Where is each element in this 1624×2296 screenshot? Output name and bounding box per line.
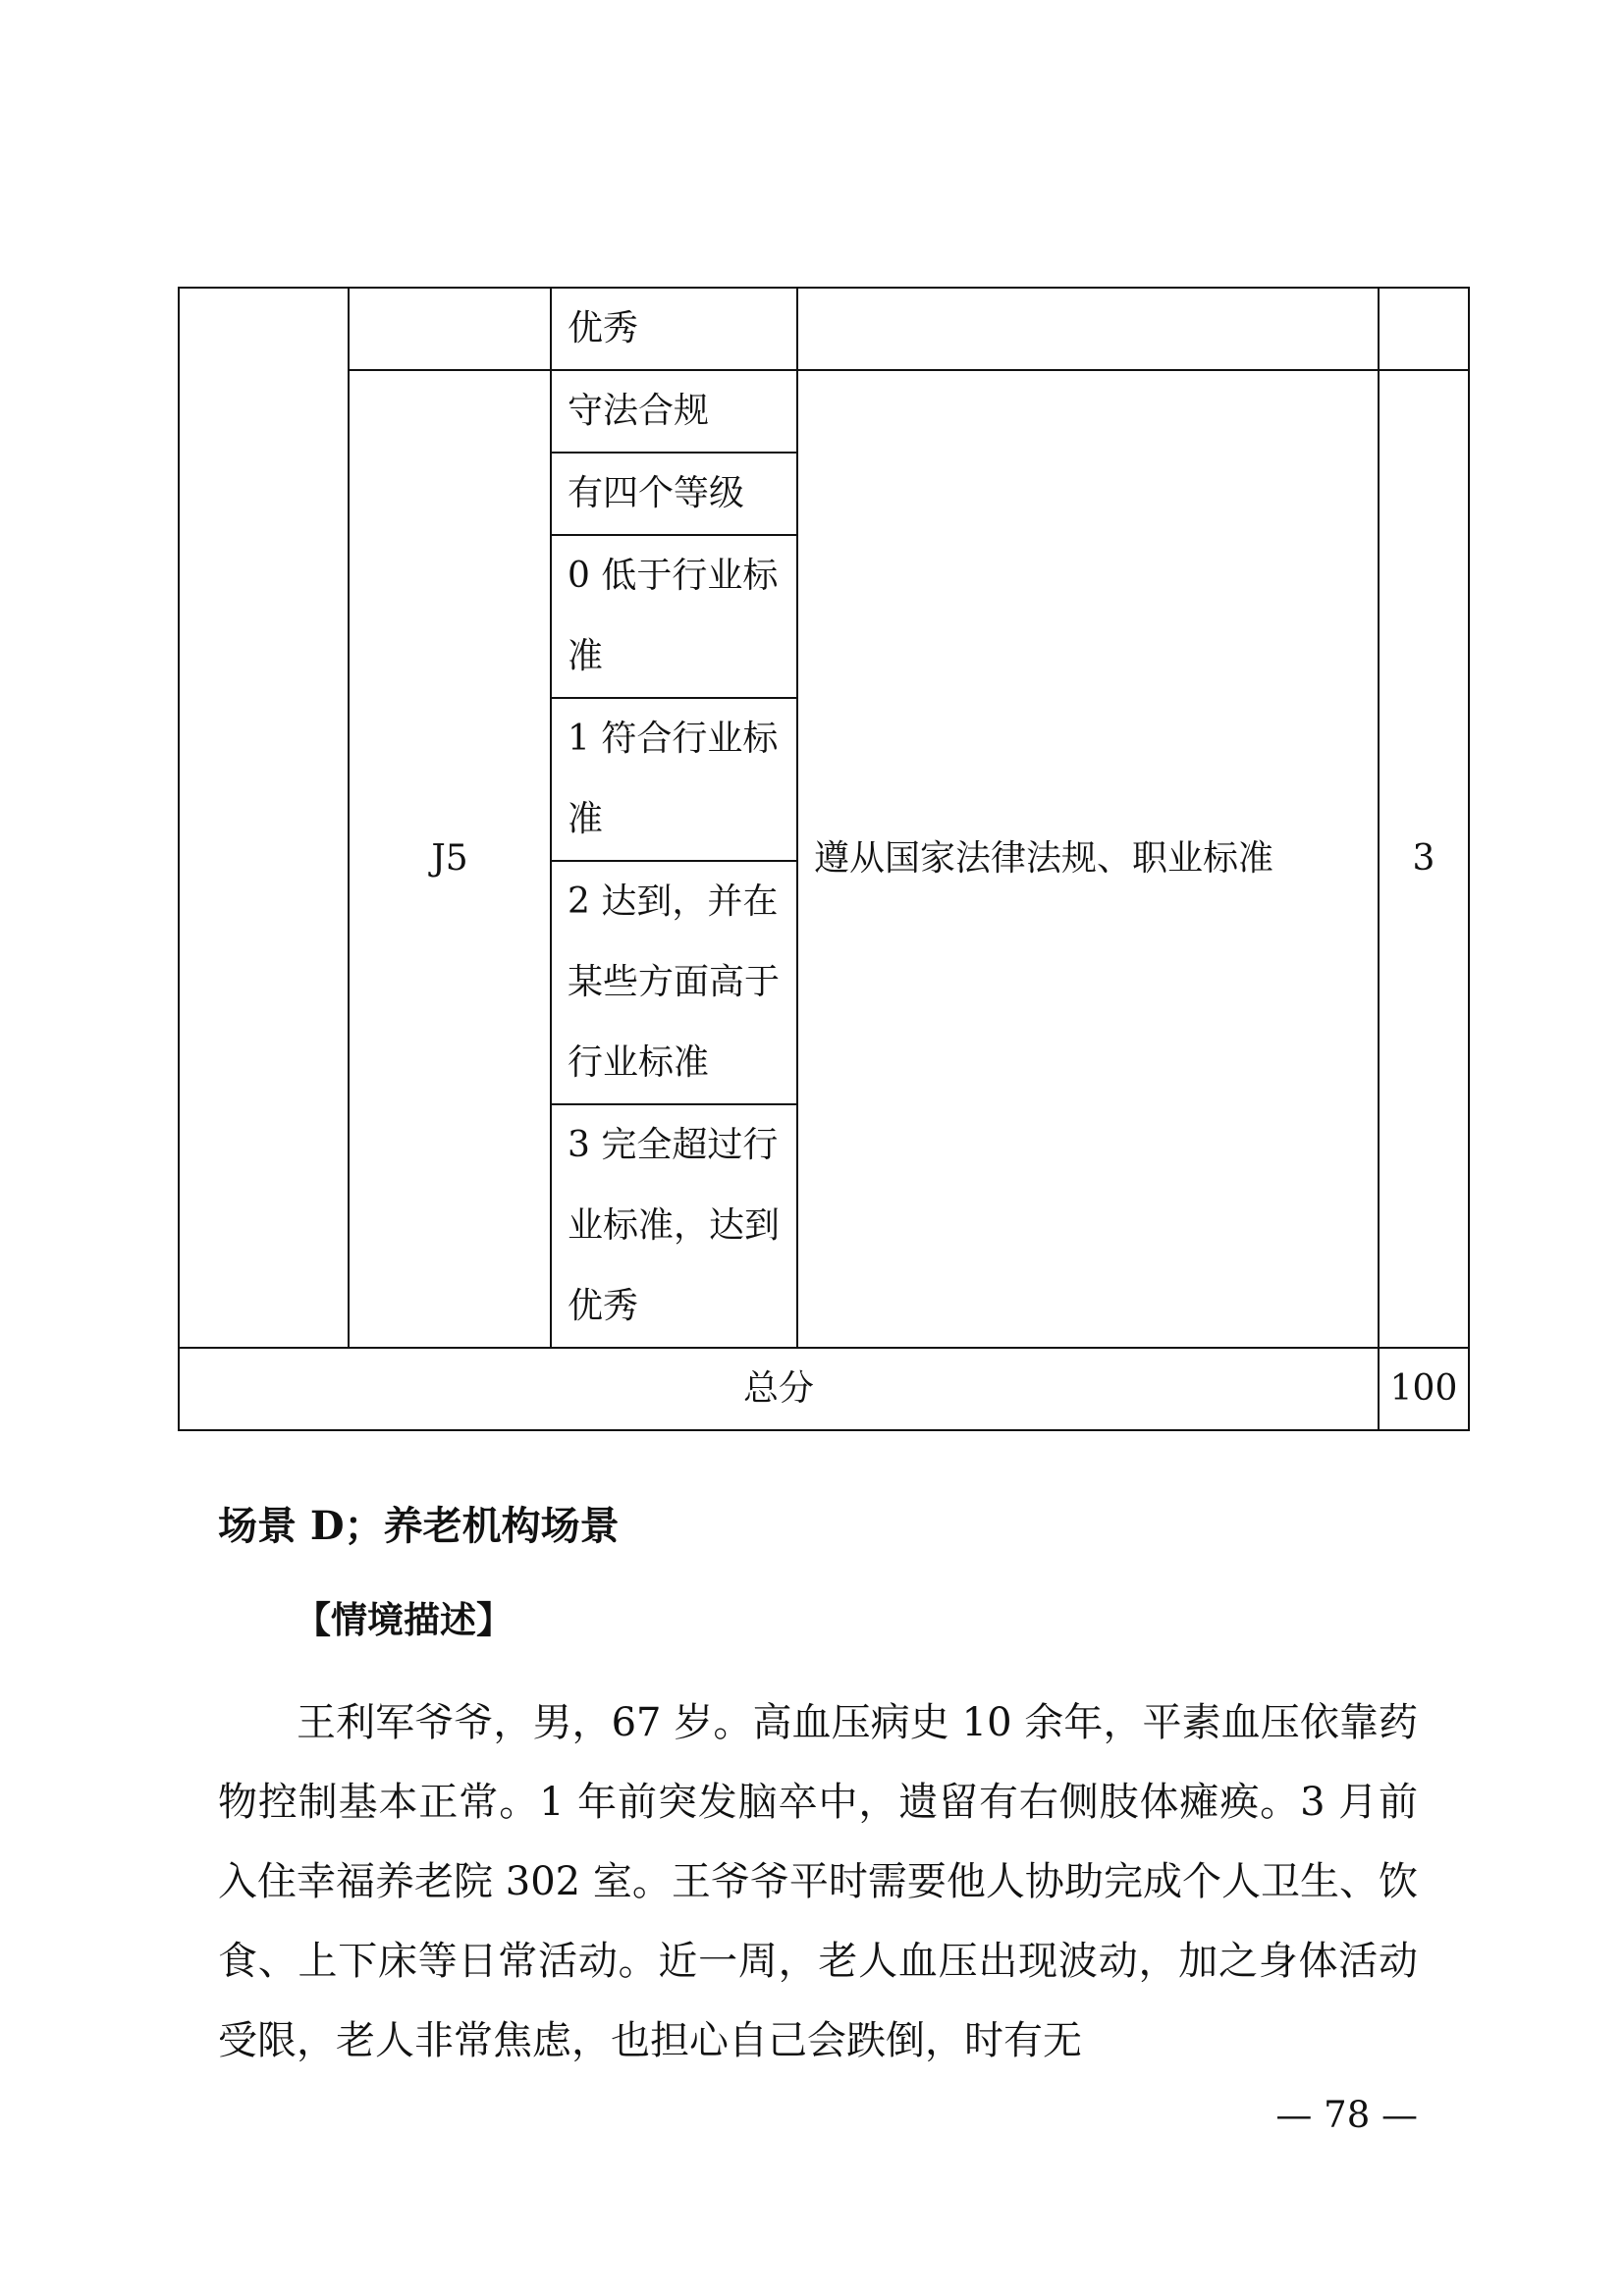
section-title: 【情境描述】 bbox=[295, 1598, 513, 1641]
level-cell: 有四个等级 bbox=[551, 453, 797, 535]
table-row bbox=[179, 288, 1469, 370]
empty-cell bbox=[349, 288, 551, 370]
empty-cell bbox=[797, 288, 1379, 370]
page-number: — 78 — bbox=[1275, 2094, 1418, 2136]
table-row bbox=[179, 1348, 1469, 1430]
total-score-cell: 100 bbox=[1379, 1348, 1469, 1430]
empty-cell bbox=[179, 288, 349, 1348]
level-cell: 0 低于行业标准 bbox=[551, 535, 797, 698]
score-cell: 3 bbox=[1379, 370, 1469, 1348]
level-cell: 2 达到，并在某些方面高于行业标准 bbox=[551, 861, 797, 1104]
table-row bbox=[179, 370, 1469, 453]
criteria-cell: 遵从国家法律法规、职业标准 bbox=[797, 370, 1379, 1348]
level-cell: 优秀 bbox=[551, 288, 797, 370]
scene-title: 场景 D；养老机构场景 bbox=[218, 1503, 620, 1549]
level-cell: 1 符合行业标准 bbox=[551, 698, 797, 861]
empty-cell bbox=[1379, 288, 1469, 370]
item-code-cell: J5 bbox=[349, 370, 551, 1348]
level-cell: 3 完全超过行业标准，达到优秀 bbox=[551, 1104, 797, 1348]
scoring-table bbox=[178, 287, 1470, 1431]
total-label-cell: 总分 bbox=[179, 1348, 1379, 1430]
level-cell: 守法合规 bbox=[551, 370, 797, 453]
scenario-paragraph: 王利军爷爷，男，67 岁。高血压病史 10 余年，平素血压依靠药物控制基本正常。1 年前突发脑卒中，遗留有右侧肢体瘫痪。3 月前入住幸福养老院 302 室。王爷爷平时需要他人协助完成个人卫生、饮食、上下床等日常活动。近一周，老人血压出现波动，加之身体活动受限，老人非常焦虑，也担心自己会跌倒，时有无 bbox=[218, 1700, 1418, 2063]
